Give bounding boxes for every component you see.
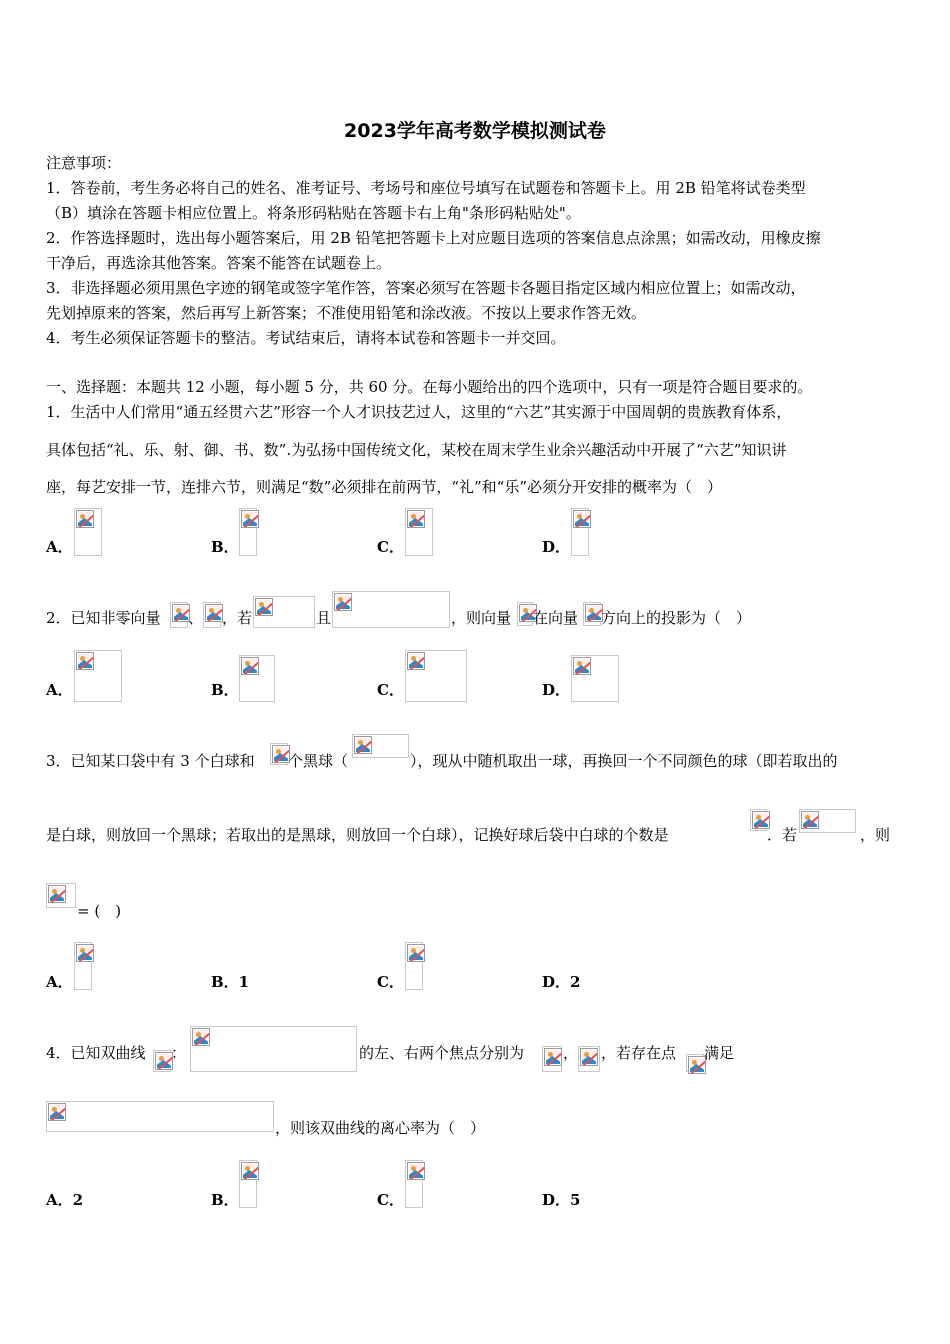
notice-heading: 注意事项：: [46, 154, 122, 172]
broken-image-icon: [407, 1162, 425, 1180]
formula-image: [542, 1046, 562, 1072]
notice-line: 1．答卷前，考生务必将自己的姓名、准考证号、考场号和座位号填写在试题卷和答题卡上。用 2B 铅笔将试卷类型: [46, 179, 806, 197]
formula-image: [332, 591, 450, 628]
question-3-text: 是白球，则放回一个黑球；若取出的是黑球，则放回一个白球），记换好球后袋中白球的个数是: [46, 826, 669, 844]
question-3-text: 个黑球（: [288, 752, 349, 770]
broken-image-icon: [192, 1028, 210, 1046]
formula-image: [405, 942, 423, 990]
question-1-line: 座，每艺安排一节，连排六节，则满足“数”必须排在前两节，“礼”和“乐”必须分开安排的概率为（ ）: [46, 478, 723, 496]
option-a-label: A．: [46, 538, 73, 556]
broken-image-icon: [407, 510, 425, 528]
option-a-label: A．2: [46, 1191, 84, 1209]
formula-image: [799, 809, 856, 833]
option-c-label: C．: [377, 681, 404, 699]
option-d-label: D．: [542, 681, 571, 699]
broken-image-icon: [241, 657, 259, 675]
question-2-text: ，若: [222, 609, 253, 627]
formula-image: [253, 596, 315, 628]
broken-image-icon: [76, 944, 94, 962]
broken-image-icon: [76, 652, 94, 670]
formula-image: [750, 809, 767, 831]
option-b-label: B．: [211, 681, 239, 699]
formula-image: [190, 1026, 357, 1072]
broken-image-icon: [544, 1048, 562, 1066]
notice-line: （B）填涂在答题卡相应位置上。将条形码粘贴在答题卡右上角"条形码粘贴处"。: [46, 204, 581, 222]
notice-line: 先划掉原来的答案，然后再写上新答案；不准使用铅笔和涂改液。不按以上要求作答无效。: [46, 304, 647, 322]
formula-image: [74, 942, 92, 990]
notice-line: 4．考生必须保证答题卡的整洁。考试结束后，请将本试卷和答题卡一并交回。: [46, 329, 566, 347]
formula-image: [239, 655, 275, 702]
formula-image: [352, 734, 409, 758]
broken-image-icon: [407, 652, 425, 670]
option-d-label: D．2: [542, 973, 581, 991]
broken-image-icon: [573, 657, 591, 675]
broken-image-icon: [801, 811, 819, 829]
question-4-text: 满足: [704, 1044, 735, 1062]
broken-image-icon: [76, 510, 94, 528]
notice-line: 干净后，再选涂其他答案。答案不能答在试题卷上。: [46, 254, 392, 272]
formula-image: [405, 650, 467, 702]
option-c-label: C．: [377, 538, 404, 556]
broken-image-icon: [573, 510, 591, 528]
broken-image-icon: [48, 885, 66, 903]
notice-line: 3．非选择题必须用黑色字迹的钢笔或签字笔作答，答案必须写在答题卡各题目指定区域内相应位置上；如需改动，: [46, 279, 806, 297]
broken-image-icon: [205, 604, 223, 622]
formula-image: [46, 1101, 274, 1132]
option-a-label: A．: [46, 973, 73, 991]
question-2-text: ，则向量: [451, 609, 512, 627]
broken-image-icon: [334, 593, 352, 611]
formula-image: [583, 602, 601, 626]
question-2-text: 在向量: [533, 609, 579, 627]
option-b-label: B．: [211, 538, 239, 556]
formula-image: [239, 508, 257, 556]
question-3-text: ，则: [860, 826, 891, 844]
formula-image: [74, 650, 122, 702]
broken-image-icon: [407, 944, 425, 962]
option-c-label: C．: [377, 973, 404, 991]
question-1-line: 1．生活中人们常用“通五经贯六艺”形容一个人才识技艺过人，这里的“六艺”其实源于中国周朝的贵族教育体系，: [46, 403, 792, 421]
question-2-text: 方向上的投影为（ ）: [601, 609, 752, 627]
question-3-text: ．若: [767, 826, 798, 844]
formula-image: [405, 508, 433, 556]
formula-image: [517, 602, 533, 626]
question-3-text: = ( ): [77, 902, 122, 920]
page-title: 2023学年高考数学模拟测试卷: [344, 120, 606, 142]
option-a-label: A．: [46, 681, 73, 699]
formula-image: [74, 508, 102, 556]
notice-line: 2．作答选择题时，选出每小题答案后，用 2B 铅笔把答题卡上对应题目选项的答案信息点涂黑；如需改动，用橡皮擦: [46, 229, 821, 247]
option-d-label: D．: [542, 538, 571, 556]
question-4-text: 的左、右两个焦点分别为: [359, 1044, 525, 1062]
question-4-text: ，: [563, 1044, 579, 1062]
question-4-text: 4．已知双曲线: [46, 1044, 146, 1062]
option-d-label: D．5: [542, 1191, 581, 1209]
question-2-text: 、: [188, 609, 204, 627]
question-1-line: 具体包括“礼、乐、射、御、书、数”.为弘扬中国传统文化，某校在周末学生业余兴趣活动中开展了“六艺”知识讲: [46, 441, 787, 459]
formula-image: [153, 1050, 171, 1072]
question-4-text: ，若存在点: [601, 1044, 677, 1062]
formula-image: [203, 602, 221, 628]
question-2-text: 且: [316, 609, 332, 627]
question-3-text: 3．已知某口袋中有 3 个白球和: [46, 752, 255, 770]
formula-image: [571, 655, 619, 702]
question-4-text: ：: [171, 1044, 187, 1062]
option-b-label: B．1: [211, 973, 250, 991]
formula-image: [270, 743, 288, 765]
broken-image-icon: [241, 510, 259, 528]
formula-image: [239, 1160, 257, 1208]
formula-image: [686, 1054, 704, 1072]
formula-image: [578, 1046, 600, 1072]
formula-image: [46, 883, 76, 908]
broken-image-icon: [255, 598, 273, 616]
section-heading: 一、选择题：本题共 12 小题，每小题 5 分，共 60 分。在每小题给出的四个选项中，只有一项是符合题目要求的。: [46, 378, 813, 396]
formula-image: [170, 602, 188, 628]
option-c-label: C．: [377, 1191, 404, 1209]
question-2-text: 2．已知非零向量: [46, 609, 161, 627]
question-3-text: ），现从中随机取出一球，再换回一个不同颜色的球（即若取出的: [410, 752, 838, 770]
broken-image-icon: [580, 1048, 598, 1066]
question-4-text: ，则该双曲线的离心率为（ ）: [275, 1119, 486, 1137]
formula-image: [405, 1160, 423, 1208]
formula-image: [571, 508, 589, 556]
option-b-label: B．: [211, 1191, 239, 1209]
broken-image-icon: [241, 1162, 259, 1180]
broken-image-icon: [354, 736, 372, 754]
broken-image-icon: [48, 1103, 66, 1121]
